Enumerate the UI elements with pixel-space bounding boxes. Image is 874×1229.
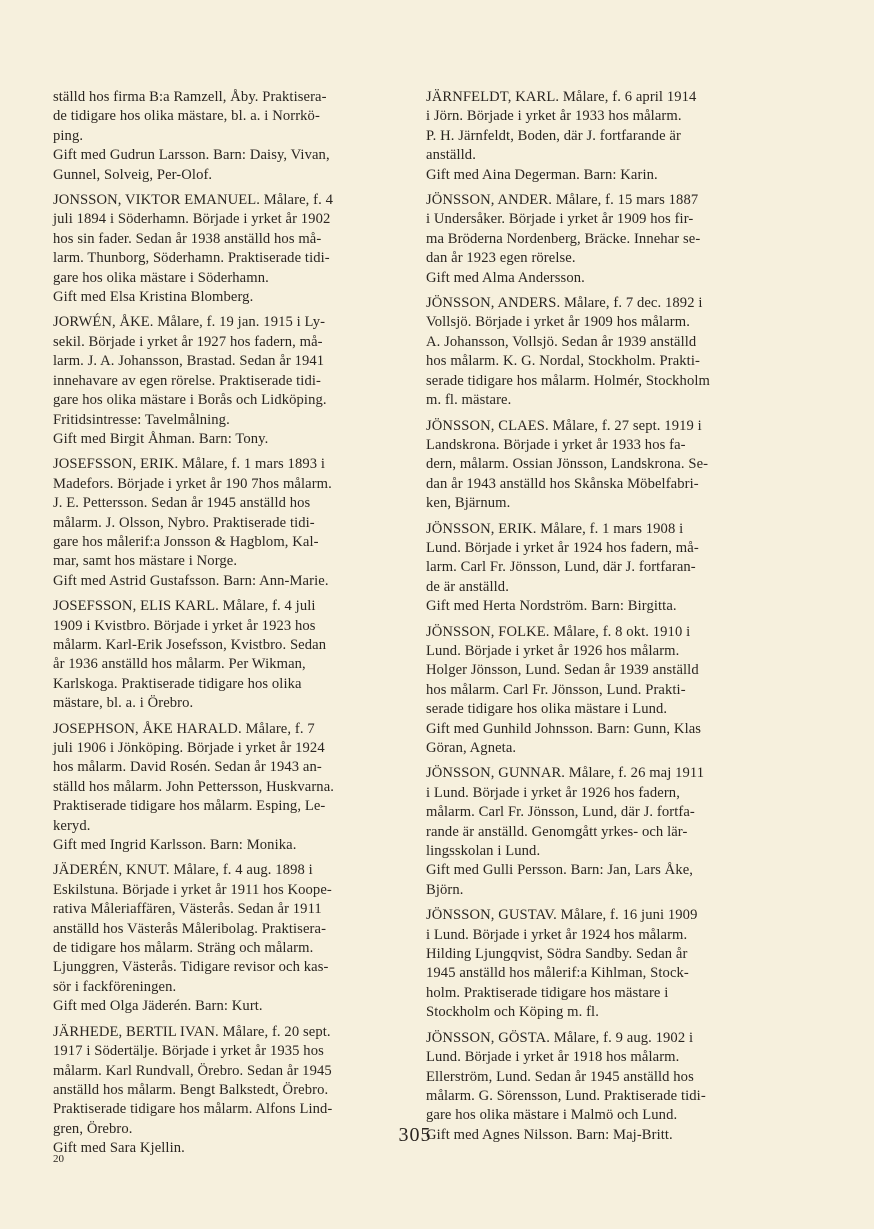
printer-signature: 20 (53, 1153, 64, 1165)
entry-line: de tidigare hos målarm. Sträng och målarm. (53, 940, 314, 957)
entry-line: Gift med Olga Jäderén. Barn: Kurt. (53, 998, 263, 1015)
page-number: 305 (398, 1124, 432, 1146)
entry-line: Lund. Började i yrket år 1924 hos fadern, må- (426, 539, 699, 556)
entry-line: JÖNSSON, ANDER. Målare, f. 15 mars 1887 (426, 192, 699, 209)
entry-line: hos målarm. K. G. Nordal, Stockholm. Prakti- (426, 353, 700, 370)
entry-line: JÖNSSON, GÖSTA. Målare, f. 9 aug. 1902 i (426, 1029, 694, 1046)
entry-line: Ljunggren, Västerås. Tidigare revisor och kas- (53, 959, 329, 976)
entry-line: målarm. G. Sörensson, Lund. Praktiserade tidi- (426, 1087, 706, 1104)
entry-line: målarm. Carl Fr. Jönsson, Lund, där J. fortfa- (426, 804, 695, 821)
entry-line: de är anställd. (426, 578, 509, 595)
entry-line: keryd. (53, 817, 91, 834)
entry-line: anställd hos Västerås Måleribolag. Praktisera- (53, 920, 327, 937)
entry-line: rativa Måleriaffären, Västerås. Sedan år 1911 (53, 901, 322, 918)
left-column (53, 88, 393, 1165)
entry-line: hos målarm. David Rosén. Sedan år 1943 an- (53, 759, 322, 776)
entry-line: i Undersåker. Började i yrket år 1909 hos fir- (426, 211, 694, 228)
entry-line: ping. (53, 127, 84, 144)
entry-line: gare hos olika mästare i Malmö och Lund. (426, 1107, 678, 1124)
entry-line: JOSEFSSON, ELIS KARL. Målare, f. 4 juli (53, 598, 316, 615)
register-entry (53, 720, 393, 856)
entry-line: serade tidigare hos olika mästare i Lund. (426, 701, 668, 718)
entry-line: målarm. Karl-Erik Josefsson, Kvistbro. Sedan (53, 636, 327, 653)
entry-line: målarm. Karl Rundvall, Örebro. Sedan år 1945 (53, 1062, 332, 1079)
entry-line: hos målarm. Carl Fr. Jönsson, Lund. Prakti- (426, 681, 686, 698)
register-entry (426, 520, 769, 617)
entry-line: JÄRHEDE, BERTIL IVAN. Målare, f. 20 sept. (53, 1023, 331, 1040)
entry-line: JÖNSSON, GUSTAV. Målare, f. 16 juni 1909 (426, 907, 698, 924)
entry-line: dan år 1943 anställd hos Skånska Möbelfabri- (426, 475, 699, 492)
entry-line: Madefors. Började i yrket år 190 7hos målarm. (53, 475, 332, 492)
entry-line: innehavare av egen rörelse. Praktiserade tidi- (53, 372, 321, 389)
entry-line: JÖNSSON, ERIK. Målare, f. 1 mars 1908 i (426, 520, 684, 537)
entry-line: Göran, Agneta. (426, 740, 517, 756)
register-entry (53, 1023, 393, 1159)
entry-line: Gift med Astrid Gustafsson. Barn: Ann-Marie. (53, 572, 329, 589)
entry-line: 1909 i Kvistbro. Började i yrket år 1923 hos (53, 617, 316, 634)
entry-line: sekil. Började i yrket år 1927 hos fadern, må- (53, 333, 323, 350)
entry-line: Gunnel, Solveig, Per-Olof. (53, 166, 213, 183)
entry-line: Gift med Sara Kjellin. (53, 1140, 185, 1157)
entry-line: Gift med Gudrun Larsson. Barn: Daisy, Vivan, (53, 147, 330, 164)
entry-line: larm. Thunborg, Söderhamn. Praktiserade tidi- (53, 250, 330, 267)
entry-line: Karlskoga. Praktiserade tidigare hos olika (53, 675, 302, 692)
register-entry (53, 455, 393, 591)
entry-line: Gift med Elsa Kristina Blomberg. (53, 289, 254, 306)
entry-line: ställd hos firma B:a Ramzell, Åby. Praktisera- (53, 89, 327, 105)
entry-line: gare hos olika mästare i Söderhamn. (53, 269, 269, 286)
entry-line: JOSEFSSON, ERIK. Målare, f. 1 mars 1893 i (53, 456, 326, 473)
entry-line: Praktiserade tidigare hos målarm. Alfons Lind- (53, 1101, 333, 1118)
entry-line: JÖNSSON, CLAES. Målare, f. 27 sept. 1919 i (426, 417, 702, 434)
right-column (426, 88, 769, 1151)
entry-line: Gift med Herta Nordström. Barn: Birgitta. (426, 598, 677, 615)
entry-line: Gift med Gunhild Johnsson. Barn: Gunn, Klas (426, 720, 702, 737)
entry-line: Björn. (426, 881, 464, 898)
register-entry (53, 861, 393, 1016)
entry-line: i Lund. Började i yrket år 1924 hos målarm. (426, 926, 688, 943)
entry-line: Eskilstuna. Började i yrket år 1911 hos Koope- (53, 881, 332, 898)
entry-line: ställd hos målarm. John Pettersson, Huskvarna. (53, 778, 335, 795)
register-entry (53, 313, 393, 449)
entry-line: de tidigare hos olika mästare, bl. a. i Norrkö- (53, 108, 320, 125)
entry-line: larm. Carl Fr. Jönsson, Lund, där J. fortfaran- (426, 559, 696, 576)
entry-line: Praktiserade tidigare hos målarm. Esping, Le- (53, 798, 326, 815)
register-entry (426, 623, 769, 759)
register-entry (426, 906, 769, 1022)
register-entry (53, 191, 393, 307)
register-entry (53, 597, 393, 713)
entry-line: Stockholm och Köping m. fl. (426, 1004, 599, 1021)
entry-line: Gift med Birgit Åhman. Barn: Tony. (53, 430, 269, 447)
entry-line: i Lund. Började i yrket år 1926 hos fadern, (426, 784, 680, 801)
entry-line: P. H. Järnfeldt, Boden, där J. fortfarande är (426, 127, 681, 144)
entry-line: A. Johansson, Vollsjö. Sedan år 1939 anställd (426, 333, 697, 350)
entry-line: Gift med Aina Degerman. Barn: Karin. (426, 166, 658, 183)
entry-line: ma Bröderna Nordenberg, Bräcke. Innehar se- (426, 230, 701, 247)
entry-line: år 1936 anställd hos målarm. Per Wikman, (53, 656, 306, 673)
entry-line: JÖNSSON, FOLKE. Målare, f. 8 okt. 1910 i (426, 623, 691, 640)
entry-line: larm. J. A. Johansson, Brastad. Sedan år 1941 (53, 353, 325, 370)
entry-line: juli 1894 i Söderhamn. Började i yrket år 1902 (53, 211, 331, 228)
entry-line: 1945 anställd hos målerif:a Kihlman, Stock- (426, 965, 689, 982)
entry-line: JONSSON, VIKTOR EMANUEL. Målare, f. 4 (53, 192, 334, 209)
entry-line: JÄRNFELDT, KARL. Målare, f. 6 april 1914 (426, 89, 697, 105)
entry-line: Holger Jönsson, Lund. Sedan år 1939 anställd (426, 662, 699, 679)
entry-line: Lund. Började i yrket år 1926 hos målarm. (426, 642, 680, 659)
entry-line: serade tidigare hos målarm. Holmér, Stockholm (426, 372, 710, 389)
entry-line: JÖNSSON, ANDERS. Målare, f. 7 dec. 1892 i (426, 295, 703, 312)
entry-line: dan år 1923 egen rörelse. (426, 250, 576, 267)
entry-line: anställd. (426, 147, 476, 164)
entry-line: J. E. Pettersson. Sedan år 1945 anställd hos (53, 495, 311, 512)
entry-line: i Jörn. Började i yrket år 1933 hos målarm. (426, 108, 682, 125)
entry-line: holm. Praktiserade tidigare hos mästare i (426, 984, 669, 1001)
register-entry (426, 1029, 769, 1145)
entry-line: gren, Örebro. (53, 1120, 133, 1137)
entry-line: Lund. Började i yrket år 1918 hos målarm. (426, 1049, 680, 1066)
register-entry (426, 191, 769, 288)
entry-line: Fritidsintresse: Tavelmålning. (53, 411, 230, 428)
register-entry (426, 417, 769, 514)
entry-line: m. fl. mästare. (426, 392, 512, 409)
entry-line: Vollsjö. Började i yrket år 1909 hos målarm. (426, 314, 690, 331)
entry-line: gare hos olika mästare i Borås och Lidköping. (53, 392, 327, 409)
entry-line: dern, målarm. Ossian Jönsson, Landskrona. Se- (426, 456, 709, 473)
entry-line: målarm. J. Olsson, Nybro. Praktiserade tidi- (53, 514, 315, 531)
entry-line: Gift med Alma Andersson. (426, 269, 585, 286)
entry-line: rande är anställd. Genomgått yrkes- och lär- (426, 823, 688, 840)
entry-line: juli 1906 i Jönköping. Började i yrket år 1924 (53, 740, 325, 756)
entry-line: 1917 i Södertälje. Började i yrket år 1935 hos (53, 1043, 324, 1060)
entry-line: Ellerström, Lund. Sedan år 1945 anställd hos (426, 1068, 694, 1085)
entry-line: JORWÉN, ÅKE. Målare, f. 19 jan. 1915 i Ly- (53, 314, 326, 331)
entry-line: Hilding Ljungqvist, Södra Sandby. Sedan år (426, 946, 688, 963)
entry-line: anställd hos målarm. Bengt Balkstedt, Örebro. (53, 1081, 329, 1098)
entry-line: sör i fackföreningen. (53, 978, 177, 995)
entry-line: lingsskolan i Lund. (426, 843, 541, 860)
entry-line: JOSEPHSON, ÅKE HARALD. Målare, f. 7 (53, 720, 315, 737)
entry-line: mar, samt hos mästare i Norge. (53, 553, 238, 570)
entry-line: mästare, bl. a. i Örebro. (53, 695, 194, 712)
entry-line: Gift med Gulli Persson. Barn: Jan, Lars Åke, (426, 862, 694, 879)
register-entry (426, 88, 769, 185)
register-entry (53, 88, 393, 185)
entry-line: Landskrona. Började i yrket år 1933 hos fa- (426, 436, 686, 453)
register-entry (426, 294, 769, 410)
entry-line: Gift med Ingrid Karlsson. Barn: Monika. (53, 837, 297, 854)
register-entry (426, 764, 769, 900)
entry-line: ken, Bjärnum. (426, 495, 511, 512)
entry-line: JÖNSSON, GUNNAR. Målare, f. 26 maj 1911 (426, 765, 705, 782)
entry-line: JÄDERÉN, KNUT. Målare, f. 4 aug. 1898 i (53, 862, 313, 879)
entry-line: hos sin fader. Sedan år 1938 anställd hos må- (53, 230, 322, 247)
entry-line: gare hos målerif:a Jonsson & Hagblom, Kal- (53, 533, 319, 550)
entry-line: Gift med Agnes Nilsson. Barn: Maj-Britt. (426, 1126, 673, 1143)
